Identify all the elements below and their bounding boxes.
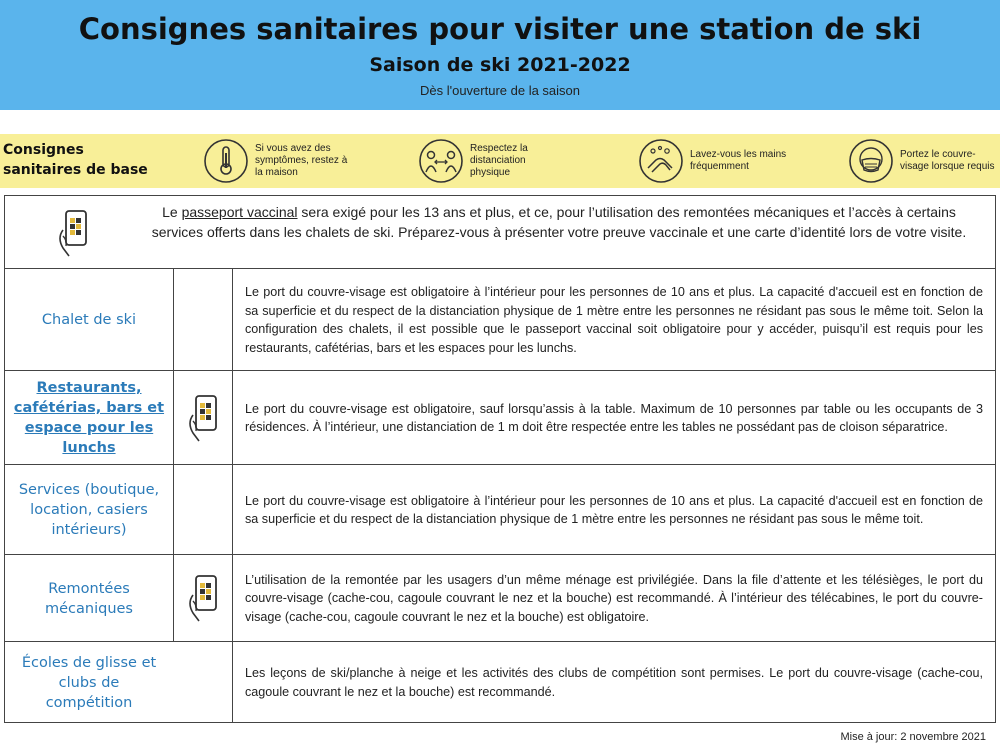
basic-guidelines-label: Consignes sanitaires de base xyxy=(3,142,148,178)
row-description: L’utilisation de la remontée par les usagers d’un même ménage est privilégiée. Dans la file d’attente et les télésièges, le port du couvre-visage (cache-cou, cagoule couvrant le nez et la bouche) est recommandé. À l’intérieur des télécabines, le port du couvre-visage (cache-cou, cagoule couvrant le nez et la bouche) est obligatoire. xyxy=(245,572,983,624)
intro-prefix: Le xyxy=(162,204,182,220)
basic-guidelines xyxy=(0,134,1000,188)
guideline-mask-text: Portez le couvre-visage lorsque requis xyxy=(900,149,995,172)
vaccine-passport-intro xyxy=(5,196,995,268)
row-name-link[interactable]: Restaurants, cafétérias, bars et espace pour les lunchs xyxy=(13,380,165,456)
vaccine-passport-phone-icon xyxy=(185,393,221,443)
thermometer-icon xyxy=(203,138,249,184)
distancing-icon xyxy=(418,138,464,184)
guideline-handwashing-text: Lavez-vous les mains fréquemment xyxy=(690,149,787,172)
vaccine-passport-phone-icon xyxy=(185,573,221,623)
row-name: Écoles de glisse et clubs de compétition xyxy=(21,654,157,711)
header-banner xyxy=(0,0,1000,110)
vaccine-passport-link[interactable]: passeport vaccinal xyxy=(181,204,298,220)
table-row xyxy=(5,464,995,555)
row-name: Chalet de ski xyxy=(41,312,137,328)
guideline-symptoms-text: Si vous avez des symptômes, restez à la maison xyxy=(255,143,348,178)
row-description: Le port du couvre-visage est obligatoire à l’intérieur pour les personnes de 10 ans et plus. La capacité d'accueil est en fonction de sa superficie et du respect de la distanciation physique de 1 mètre entre les personnes ne résidant pas sous le même toit. xyxy=(245,493,983,526)
intro-text: sera exigé pour les 13 ans et plus, et ce, pour l’utilisation des remontées mécaniques et l’accès à certains services offerts dans les chalets de ski. Préparez-vous à présenter votre preuve vaccinale et une carte d’identité lors de votre visite. xyxy=(151,204,967,240)
vaccine-passport-phone-icon xyxy=(55,208,91,258)
table-row xyxy=(5,641,995,723)
guideline-handwashing xyxy=(638,137,788,185)
handwashing-icon xyxy=(638,138,684,184)
season-note: Dès l'ouverture de la saison xyxy=(419,83,580,98)
row-description: Les leçons de ski/planche à neige et les activités des clubs de compétition sont permises. Le port du couvre-visage (cache-cou, cagoule couvrant le nez et la bouche) est recommandé. xyxy=(245,666,983,699)
row-name: Remontées mécaniques xyxy=(45,580,133,617)
row-description: Le port du couvre-visage est obligatoire, sauf lorsqu’assis à la table. Maximum de 10 personnes par table ou les occupants de 3 résidences. À l’intérieur, une distanciation de 1 m doit être respectée entre les tables ne possédant pas de cloison séparatrice. xyxy=(245,401,983,434)
guideline-symptoms xyxy=(203,137,353,185)
row-description: Le port du couvre-visage est obligatoire à l’intérieur pour les personnes de 10 ans et plus. La capacité d'accueil est en fonction de sa superficie et du respect de la distanciation physique de 1 mètre entre les personnes ne résidant pas sous le même toit. Selon la configuration des chalets, il est possible que le passeport vaccinal soit obligatoire pour y accéder, puisqu’il est requis pour les restaurants, cafétérias, bars et les espaces pour les lunchs. xyxy=(245,285,983,355)
guidelines-table xyxy=(4,195,996,723)
page-title: Consignes sanitaires pour visiter une station de ski xyxy=(78,12,922,46)
guideline-distancing xyxy=(418,137,568,185)
table-row xyxy=(5,370,995,465)
table-row xyxy=(5,554,995,642)
guideline-mask xyxy=(848,137,998,185)
row-name: Services (boutique, location, casiers intérieurs) xyxy=(18,482,160,538)
table-row xyxy=(5,268,995,371)
page-subtitle: Saison de ski 2021-2022 xyxy=(369,54,631,76)
update-date: Mise à jour: 2 novembre 2021 xyxy=(840,731,986,743)
guideline-distancing-text: Respectez la distanciation physique xyxy=(470,143,528,178)
face-mask-icon xyxy=(848,138,894,184)
